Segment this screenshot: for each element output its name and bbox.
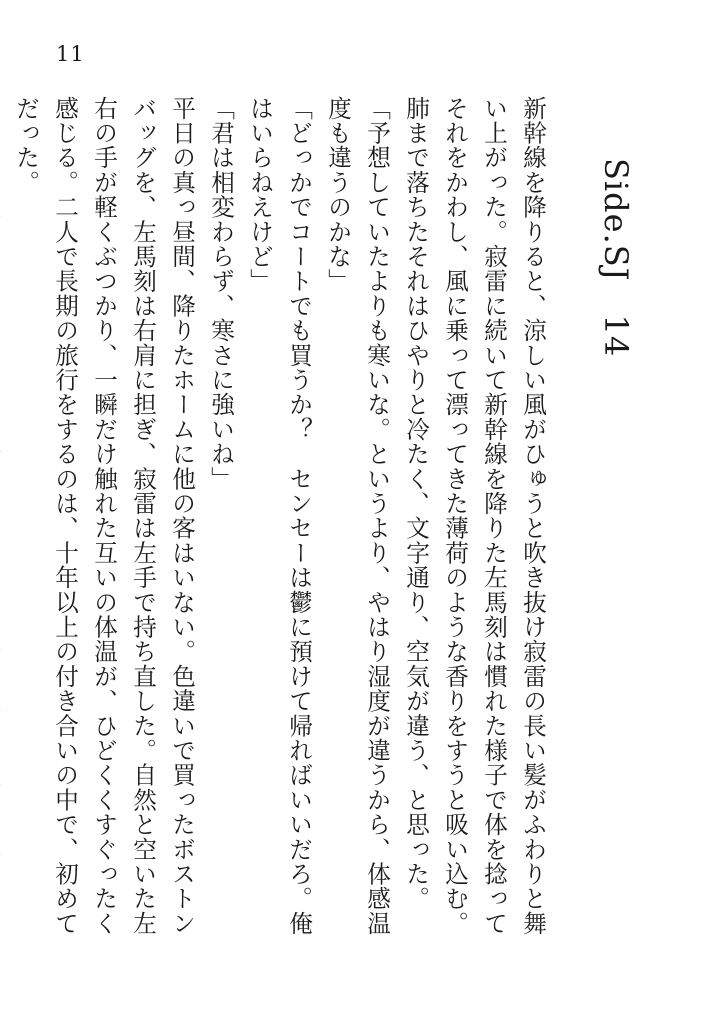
paragraph: 新幹線を降りると、涼しい風がひゅうと吹き抜け寂雷の長い髪がふわりと舞い上がった。寂雷に続いて新幹線を降りた左馬刻は慣れた様子で体を捻ってそれをかわし、風に乗って漂ってきた薄荷のような香りをすうと吸い込む。肺まで落ちたそれはひやりと冷たく、文字通り、空気が違う、と思った。 bbox=[402, 96, 547, 936]
paragraph bbox=[0, 96, 6, 956]
body-text bbox=[12, 96, 552, 956]
page-title: Side.SJ 14 bbox=[597, 158, 635, 358]
paragraph: 「どっかでコートでも買うか？ センセーは鬱に預けて帰ればいいだろ。俺はいらねえけど」 bbox=[246, 96, 313, 936]
page-number: 11 bbox=[56, 42, 85, 66]
paragraph: 平日の真っ昼間、降りたホームに他の客はいない。色違いで買ったボストンバッグを、左馬刻は右肩に担ぎ、寂雷は左手で持ち直した。自然と空いた左右の手が軽くぶつかり、一瞬だけ触れた互いの体温が、ひどくくすぐったく感じる。二人で長期の旅行をするのは、十年以上の付き合いの中で、初めてだった。 bbox=[12, 96, 196, 936]
paragraph: 「予想していたよりも寒いな。というより、やはり湿度が違うから、体感温度も違うのかな」 bbox=[324, 96, 391, 936]
paragraph: 「君は相変わらず、寒さに強いね」 bbox=[207, 96, 235, 492]
